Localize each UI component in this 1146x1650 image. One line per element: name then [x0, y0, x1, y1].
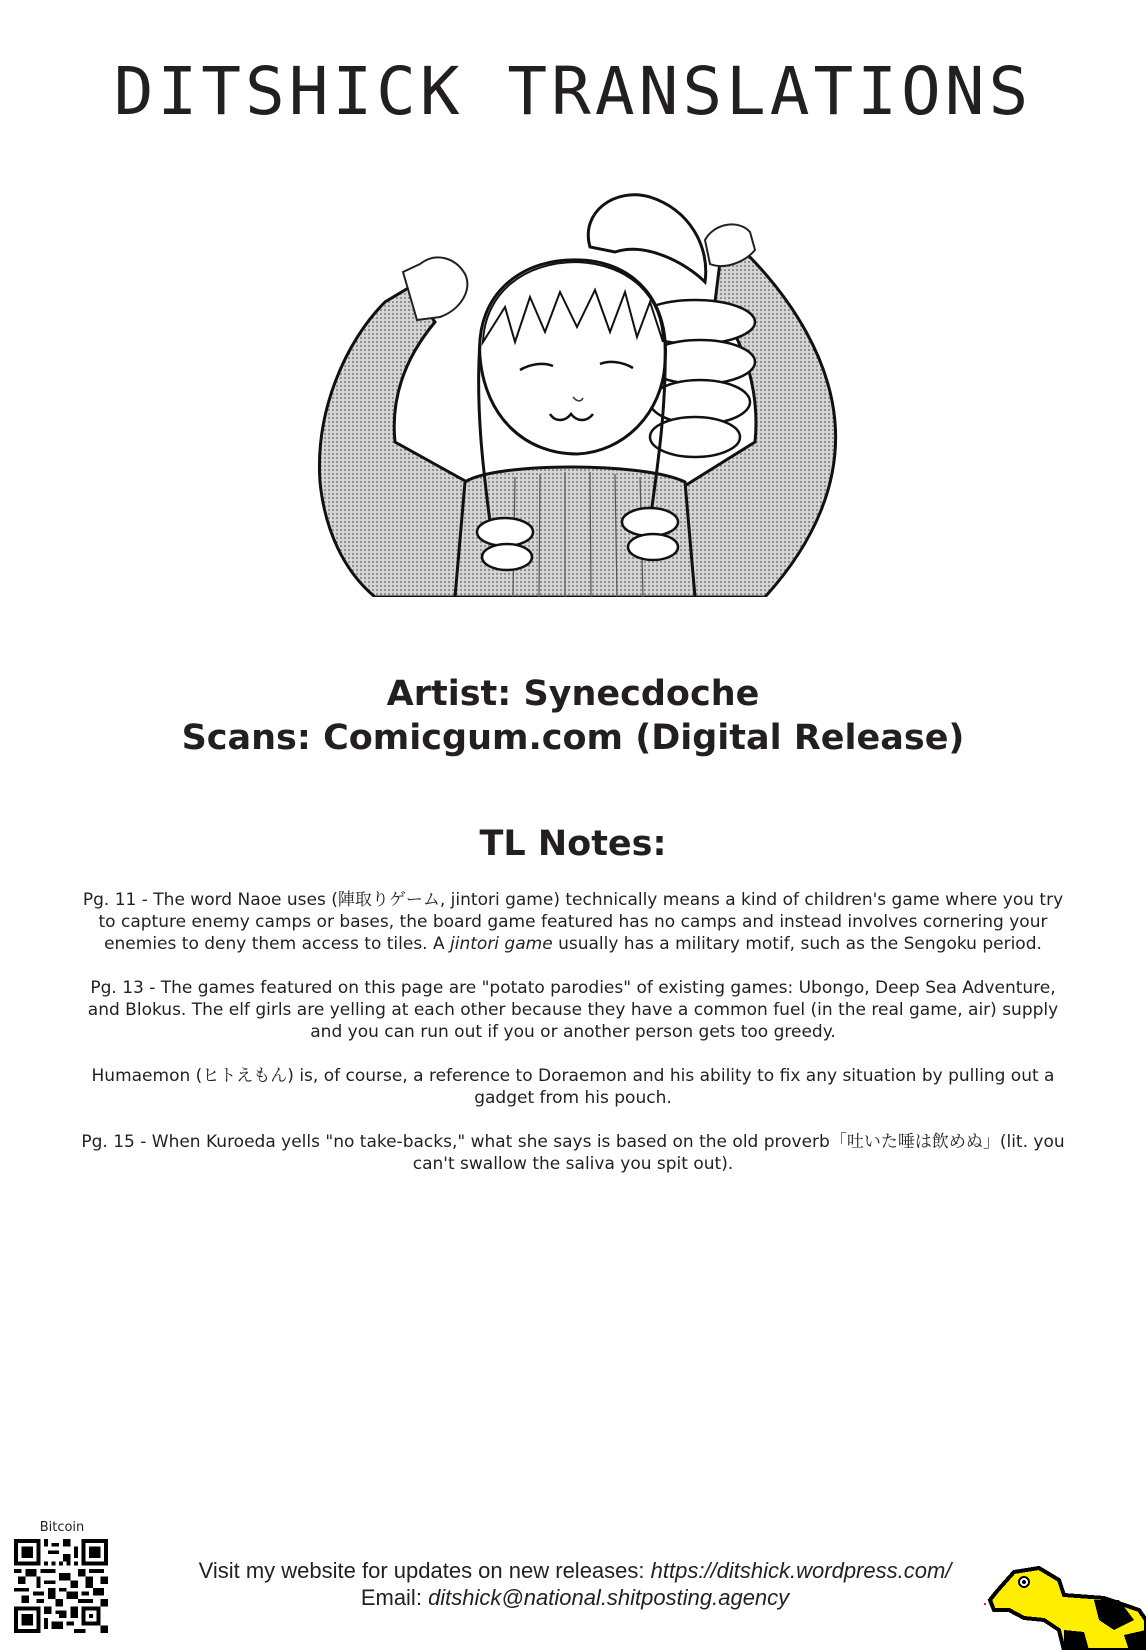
tl-notes-heading: TL Notes: — [479, 824, 667, 864]
scans-credit: Scans: Comicgum.com (Digital Release) — [181, 718, 965, 758]
bitcoin-qr-block — [14, 1520, 110, 1633]
note-pg11 — [80, 889, 1066, 955]
qr-code-icon — [14, 1539, 108, 1633]
snake-mascot-icon — [984, 1560, 1146, 1650]
website-link[interactable]: https://ditshick.wordpress.com/ — [650, 1558, 952, 1583]
email-link[interactable]: ditshick@national.shitposting.agency — [428, 1585, 790, 1610]
note-italic-term: jintori game — [450, 934, 553, 954]
manga-illustration — [315, 192, 840, 597]
email-label: Email: — [360, 1585, 429, 1610]
artist-credit: Artist: Synecdoche — [386, 674, 760, 714]
website-line — [130, 1557, 1020, 1584]
note-pg15: Pg. 15 - When Kuroeda yells "no take-backs," what she says is based on the old proverb「吐いた唾は飲めぬ」(lit. you can't swallow the saliva you spit out). — [81, 1132, 1065, 1174]
site-logo: DITSHICK TRANSLATIONS — [113, 53, 1033, 130]
note-text: usually has a military motif, such as the Sengoku period. — [552, 934, 1042, 954]
tl-notes-body — [80, 889, 1066, 1197]
note-text: Pg. 11 - The word Naoe uses (陣取りゲーム, jintori game) technically means a kind of children's game where you try to capture enemy camps or bases, the board game featured has no camps and instead involves cornering your enemies to deny them access to tiles. A — [82, 890, 1064, 954]
footer-contact — [130, 1557, 1020, 1611]
credits-block — [0, 672, 1146, 760]
email-line — [130, 1584, 1020, 1611]
qr-label: Bitcoin — [39, 1520, 85, 1535]
note-pg13: Pg. 13 - The games featured on this page are "potato parodies" of existing games: Ubongo, Deep Sea Adventure, and Blokus. The elf girls are yelling at each other because they have a common fuel (in the real game, air) supply and you can run out if you or another person gets too greedy. — [87, 978, 1059, 1042]
website-label: Visit my website for updates on new releases: — [198, 1558, 651, 1583]
note-humaemon: Humaemon (ヒトえもん) is, of course, a reference to Doraemon and his ability to fix any situation by pulling out a gadget from his pouch. — [91, 1066, 1055, 1108]
